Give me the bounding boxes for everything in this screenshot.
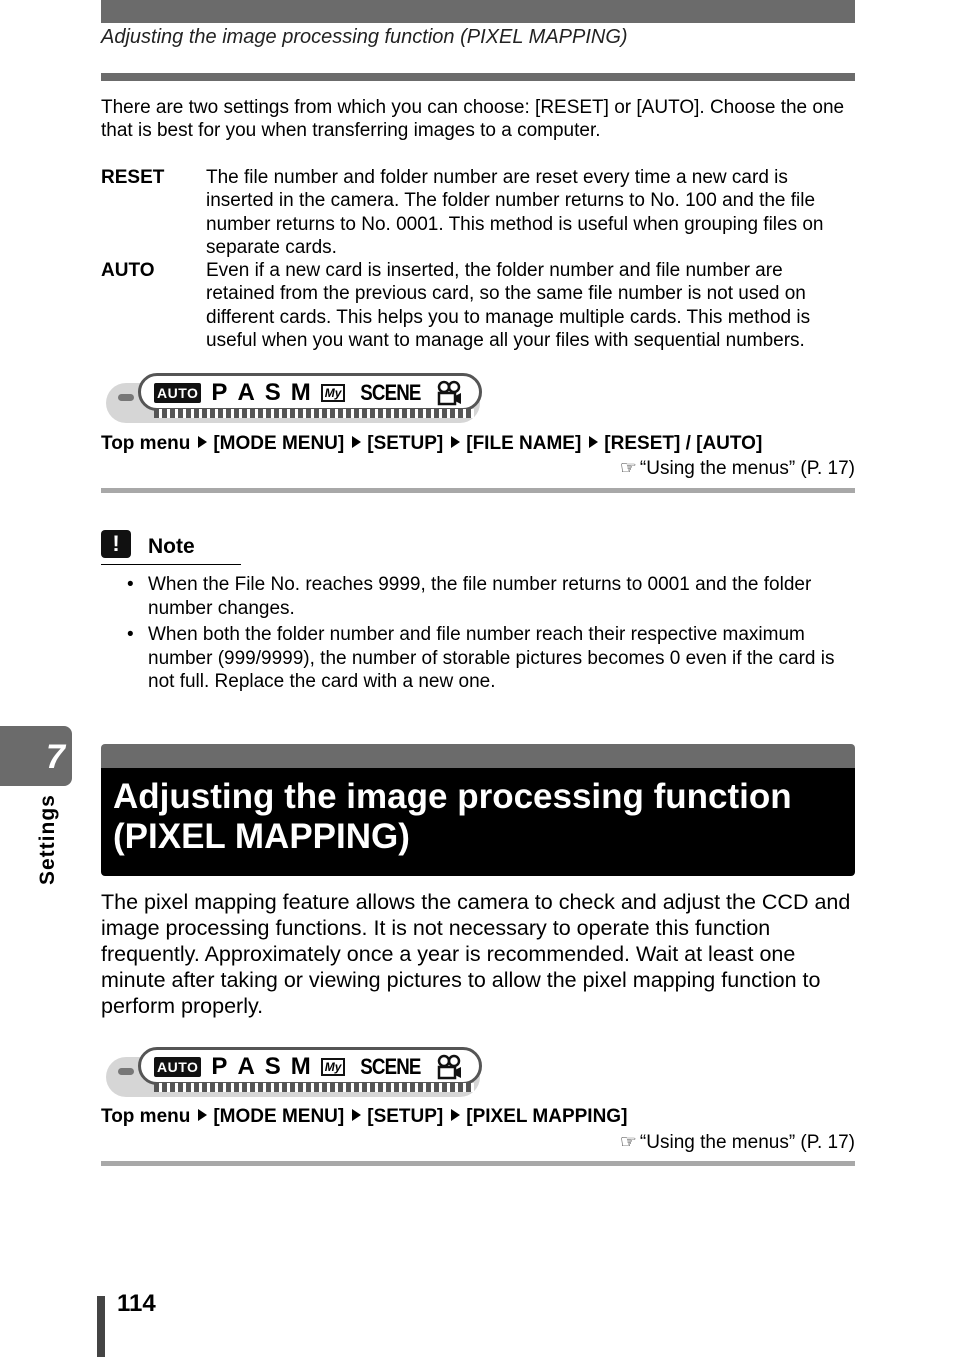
note-heading	[101, 530, 241, 565]
definition-list	[101, 166, 855, 352]
menu-path-file-name: Top menu [MODE MENU] [SETUP] [FILE NAME] [RESET] / [AUTO]	[101, 433, 763, 454]
arrow-right-icon	[451, 436, 460, 448]
mode-scene-icon: SCENE	[360, 1054, 421, 1079]
mode-my-icon: My	[321, 384, 346, 402]
page-number: 114	[117, 1290, 156, 1317]
chapter-label: Settings	[36, 794, 59, 885]
definition-desc: The file number and folder number are reset every time a new card is inserted in the camera. The folder number returns to No. 100 and the file number returns to No. 0001. This method is useful when grouping files on separate cards.	[206, 167, 824, 258]
mode-s-icon: S	[264, 379, 281, 406]
definition-reset	[101, 166, 855, 259]
movie-camera-icon	[436, 1054, 462, 1080]
mode-m-icon: M	[290, 379, 311, 406]
note-label: Note	[148, 535, 195, 558]
chapter-number: 7	[46, 738, 65, 776]
mode-my-icon: My	[321, 1058, 346, 1076]
page-number-bar	[97, 1296, 105, 1357]
mode-m-icon: M	[290, 1053, 311, 1080]
pointing-hand-icon: ☞	[619, 1132, 637, 1153]
header-title: Adjusting the image processing function (PIXEL MAPPING)	[101, 26, 628, 48]
dial-dash-icon	[118, 394, 134, 401]
list-item: • When both the folder number and file number reach their respective maximum number (999/9999), the number of storable pictures becomes 0 even if the card is not full. Replace the card with a new one.	[101, 623, 855, 694]
menu-reference: ☞ “Using the menus” (P. 17)	[619, 458, 855, 479]
section-divider	[101, 488, 855, 493]
menu-path-pixel-mapping: Top menu [MODE MENU] [SETUP] [PIXEL MAPPING]	[101, 1106, 628, 1127]
dial-ticks	[154, 1083, 474, 1092]
list-item: • When the File No. reaches 9999, the file number returns to 0001 and the folder number changes.	[101, 573, 855, 620]
header-bar-bottom	[101, 73, 855, 81]
arrow-right-icon	[198, 436, 207, 448]
definition-auto	[101, 259, 855, 352]
mode-s-icon: S	[264, 1053, 281, 1080]
movie-camera-icon	[436, 380, 462, 406]
pointing-hand-icon: ☞	[619, 458, 637, 479]
mode-p-icon: P	[211, 1053, 228, 1080]
mode-a-icon: A	[237, 379, 255, 406]
mode-a-icon: A	[237, 1053, 255, 1080]
definition-term: AUTO	[101, 260, 155, 282]
mode-dial-graphic	[106, 373, 484, 425]
arrow-right-icon	[589, 436, 598, 448]
arrow-right-icon	[198, 1109, 207, 1121]
mode-auto-icon: AUTO	[154, 1057, 201, 1077]
arrow-right-icon	[352, 1109, 361, 1121]
mode-scene-icon: SCENE	[360, 380, 421, 405]
dial-ticks	[154, 409, 474, 418]
mode-auto-icon: AUTO	[154, 383, 201, 403]
arrow-right-icon	[451, 1109, 460, 1121]
mode-dial-graphic	[106, 1047, 484, 1099]
section-title: Adjusting the image processing function (PIXEL MAPPING)	[113, 777, 792, 856]
arrow-right-icon	[352, 436, 361, 448]
header-bar-top	[101, 0, 855, 23]
section-divider	[101, 1161, 855, 1166]
menu-reference: ☞ “Using the menus” (P. 17)	[619, 1132, 855, 1153]
section-title-bar	[101, 744, 855, 768]
definition-desc: Even if a new card is inserted, the folder number and file number are retained from the previous card, so the same file number is not used on different cards. This helps you to manage multiple cards. This method is useful when you want to manage all your files with sequential numbers.	[206, 260, 811, 352]
note-list	[101, 573, 855, 697]
mode-p-icon: P	[211, 379, 228, 406]
dial-dash-icon	[118, 1068, 134, 1075]
section-paragraph: The pixel mapping feature allows the camera to check and adjust the CCD and image processing functions. It is not necessary to operate this function frequently. Approximately once a year is recommended. Wait at least one minute after taking or viewing pictures to allow the pixel mapping function to perform properly.	[101, 890, 851, 1018]
intro-paragraph: There are two settings from which you can choose: [RESET] or [AUTO]. Choose the one that is best for you when transferring images to a computer.	[101, 97, 845, 141]
exclamation-icon: !	[101, 530, 131, 558]
definition-term: RESET	[101, 167, 165, 188]
